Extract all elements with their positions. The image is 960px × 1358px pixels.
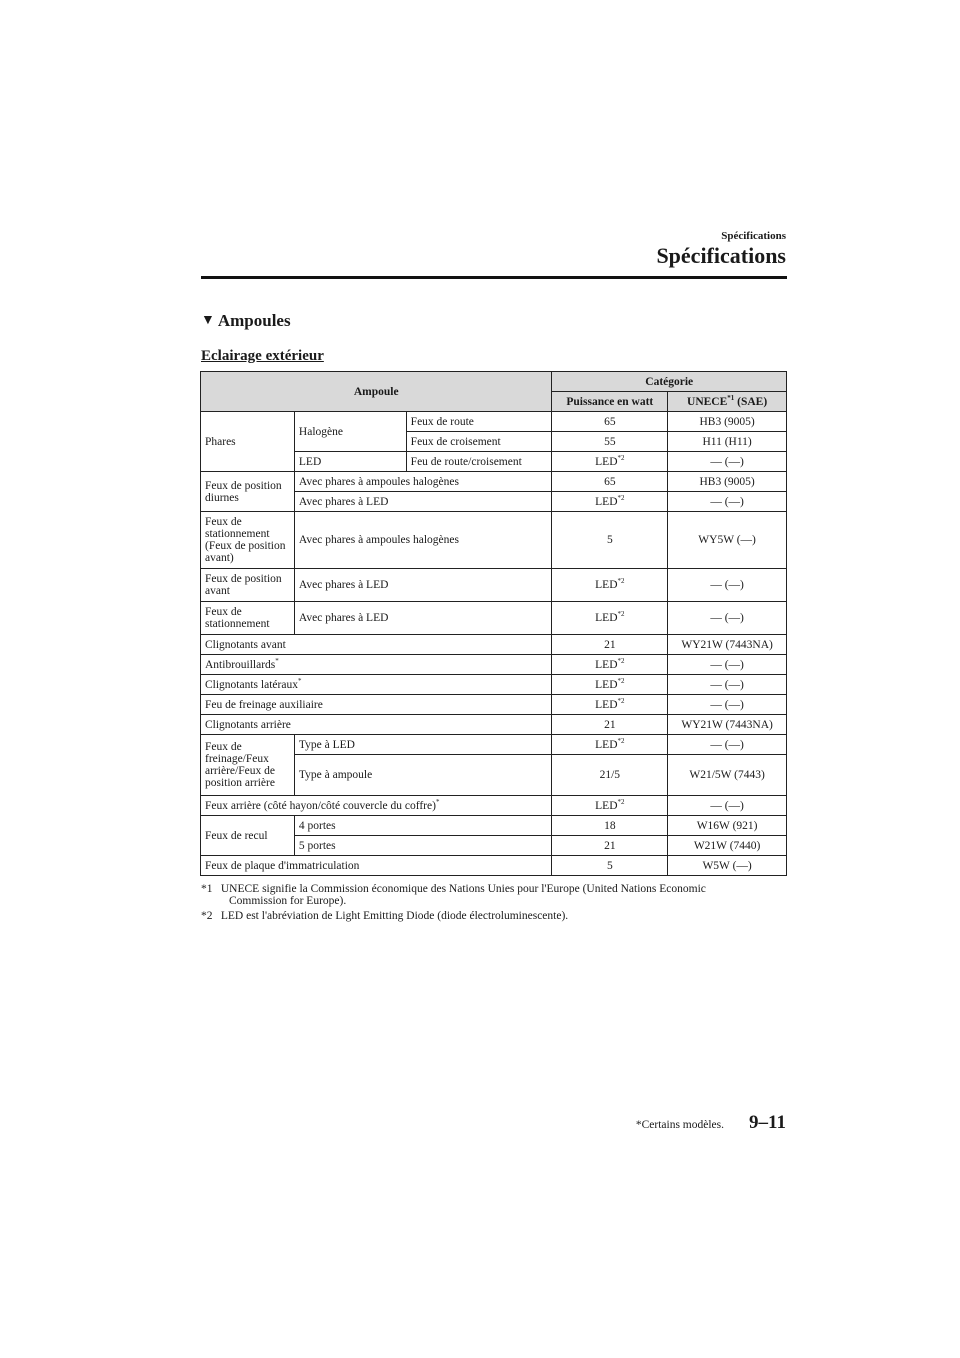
header-unece: UNECE$^{*1}$ (SAE) [668, 392, 787, 412]
table-row: Feux de position diurnes Avec phares à ampoules halogènes 65 HB3 (9005) [201, 472, 787, 492]
header-puissance: Puissance en watt [552, 392, 668, 412]
table-row: Feux de recul 4 portes 18 W16W (921) [201, 816, 787, 836]
table-row: Feux de stationnement (Feux de position avant) Avec phares à ampoules halogènes 5 WY5W (—) [201, 512, 787, 569]
table-row: Type à ampoule 21/5 W21/5W (7443) [201, 755, 787, 796]
table-row: Antibrouillards* LED$^{*2}$ — (—) [201, 655, 787, 675]
section-title [201, 311, 291, 331]
header-categorie: Catégorie [552, 372, 787, 392]
triangle-down-icon: ▼ [201, 313, 215, 328]
section-title-text: Ampoules [217, 311, 291, 330]
table-row: Feux arrière (côté hayon/côté couvercle du coffre)* LED$^{*2}$ — (—) [201, 796, 787, 816]
table-row: Feux de plaque d'immatriculation 5 W5W (—) [201, 856, 787, 876]
table-header-row [201, 372, 787, 392]
footnote-1: *1 UNECE signifie la Commission économique des Nations Unies pour l'Europe (United Nations Economic Commission for Europe). [201, 883, 706, 907]
page-number: 9–11 [749, 1112, 786, 1133]
table-row: Clignotants avant 21 WY21W (7443NA) [201, 635, 787, 655]
header-rule [201, 276, 787, 279]
table-row: Clignotants latéraux* LED$^{*2}$ — (—) [201, 675, 787, 695]
table-row: Clignotants arrière 21 WY21W (7443NA) [201, 715, 787, 735]
table-row: 5 portes 21 W21W (7440) [201, 836, 787, 856]
bulb-table [200, 371, 787, 876]
header-ampoule: Ampoule [201, 372, 552, 412]
table-row: Phares Halogène Feux de route 65 HB3 (9005) [201, 412, 787, 432]
table-row: Feux de croisement 55 H11 (H11) [201, 432, 787, 452]
footnote-2: *2 LED est l'abréviation de Light Emitting Diode (diode électroluminescente). [201, 910, 569, 922]
subsection-title: Eclairage extérieur [201, 348, 324, 364]
models-note: *Certains modèles. [635, 1119, 724, 1131]
table-row: Feu de freinage auxiliaire LED$^{*2}$ — (—) [201, 695, 787, 715]
table-row: Avec phares à LED LED$^{*2}$ — (—) [201, 492, 787, 512]
table-row: LED Feu de route/croisement LED$^{*2}$ — (—) [201, 452, 787, 472]
chapter-title: Spécifications [656, 243, 786, 268]
table-row: Feux de stationnement Avec phares à LED LED$^{*2}$ — (—) [201, 602, 787, 635]
running-header-small: Spécifications [721, 230, 786, 242]
table-row: Feux de position avant Avec phares à LED LED$^{*2}$ — (—) [201, 569, 787, 602]
table-row: Feux de freinage/Feux arrière/Feux de position arrière Type à LED LED$^{*2}$ — (—) [201, 735, 787, 755]
